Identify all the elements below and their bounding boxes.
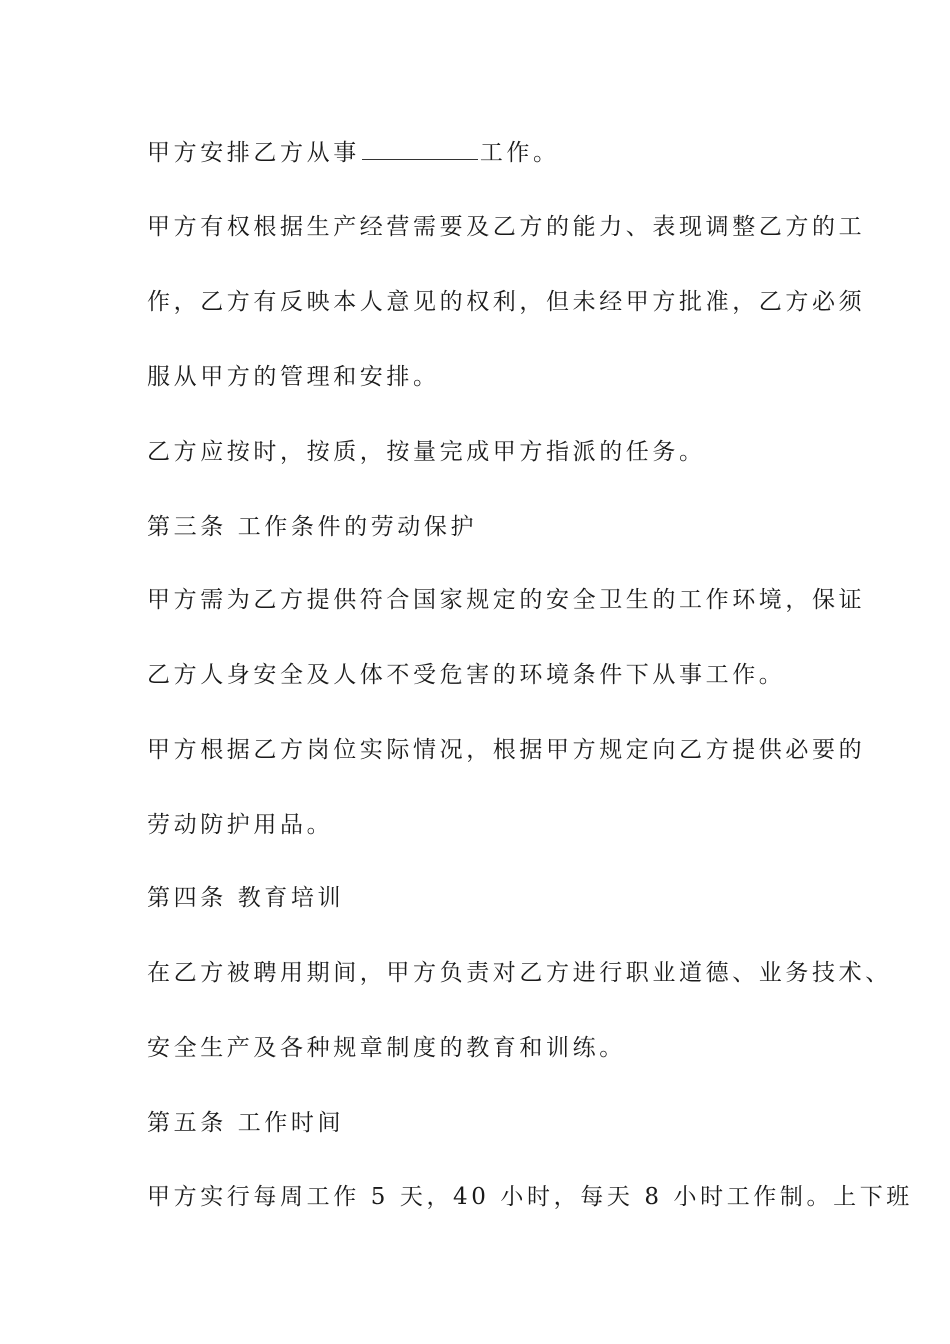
paragraph-line: 乙方人身安全及人体不受危害的环境条件下从事工作。 (147, 662, 786, 688)
paragraph-line: 在乙方被聘用期间，甲方负责对乙方进行职业道德、业务技术、 (147, 960, 892, 986)
job-blank-field (362, 137, 478, 160)
section-heading-article-5: 第五条 工作时间 (147, 1110, 345, 1136)
section-heading-article-3: 第三条 工作条件的劳动保护 (147, 514, 478, 540)
paragraph-line: 甲方实行每周工作 5 天，40 小时，每天 8 小时工作制。上下班 (147, 1184, 913, 1210)
job-assignment-text: 甲方安排乙方从事 (147, 140, 360, 166)
paragraph-line: 甲方需为乙方提供符合国家规定的安全卫生的工作环境，保证 (147, 587, 866, 613)
job-assignment-suffix: 工作。 (479, 140, 560, 166)
paragraph-line: 安全生产及各种规章制度的教育和训练。 (147, 1035, 626, 1061)
paragraph-line: 服从甲方的管理和安排。 (147, 364, 440, 390)
paragraph-line: 甲方根据乙方岗位实际情况，根据甲方规定向乙方提供必要的 (147, 737, 866, 763)
paragraph-line: 甲方有权根据生产经营需要及乙方的能力、表现调整乙方的工 (147, 214, 866, 240)
paragraph-line: 劳动防护用品。 (147, 812, 334, 838)
paragraph-job-assignment (147, 137, 827, 168)
section-heading-article-4: 第四条 教育培训 (147, 885, 345, 911)
paragraph-line: 作，乙方有反映本人意见的权利，但未经甲方批准，乙方必须 (147, 289, 866, 315)
paragraph-line: 乙方应按时，按质，按量完成甲方指派的任务。 (147, 439, 706, 465)
